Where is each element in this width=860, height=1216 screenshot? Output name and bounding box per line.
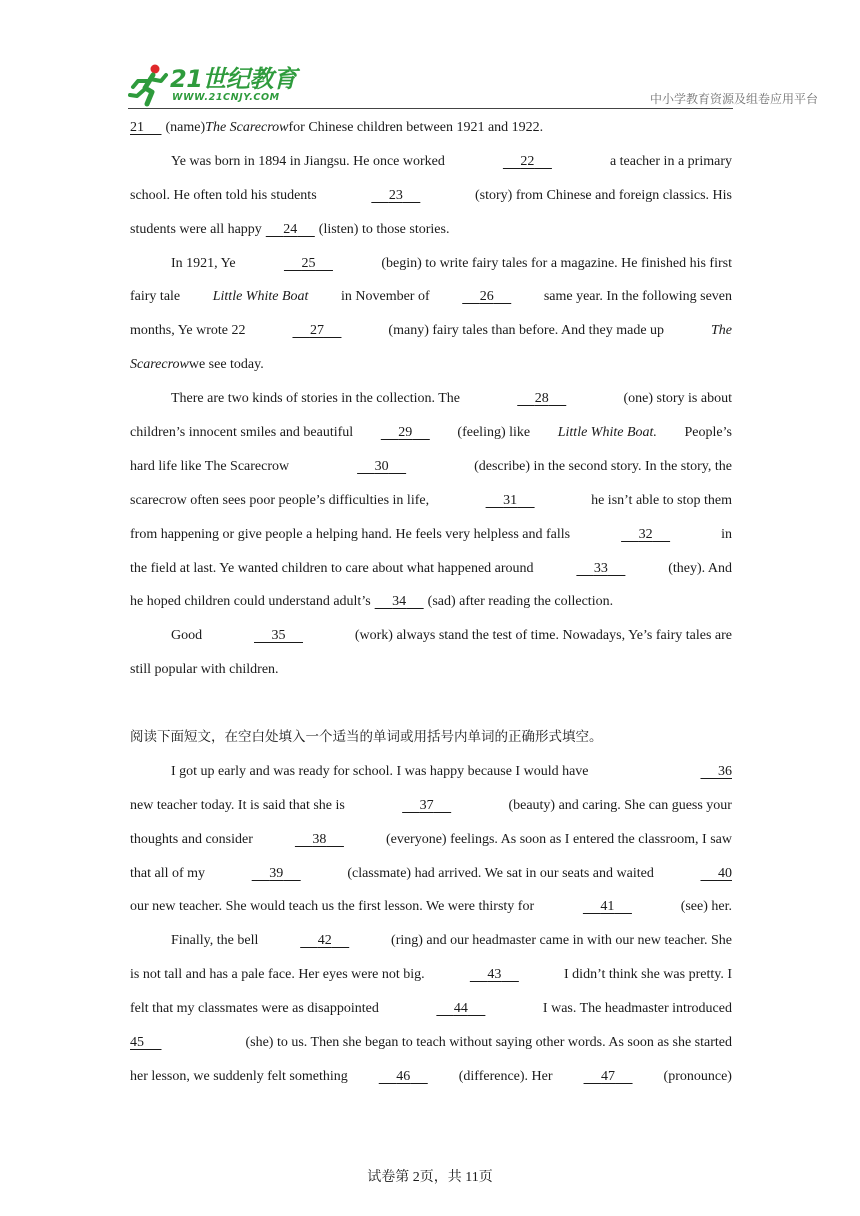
blank-25: 25 bbox=[301, 255, 316, 271]
text: he isn’t able to stop them bbox=[591, 492, 732, 508]
blank-26: 26 bbox=[479, 289, 494, 305]
text: Ye was born in 1894 in Jiangsu. He once worked bbox=[171, 153, 445, 169]
text: school. He often told his students bbox=[130, 187, 317, 203]
blank-46: 46 bbox=[396, 1068, 411, 1084]
text: (listen) to those stories. bbox=[318, 221, 450, 237]
text: (describe) in the second story. In the story, the bbox=[474, 458, 732, 474]
text-line bbox=[130, 213, 732, 247]
title-text: The bbox=[711, 323, 732, 339]
text: (work) always stand the test of time. Nowadays, Ye’s fairy tales are bbox=[354, 628, 732, 644]
text: (sad) after reading the collection. bbox=[427, 594, 614, 610]
text: for Chinese children between 1921 and 1922. bbox=[288, 120, 544, 135]
text-line bbox=[130, 823, 732, 857]
text: (difference). Her bbox=[458, 1068, 553, 1084]
header-rule bbox=[128, 108, 733, 109]
blank-44: 44 bbox=[453, 1001, 468, 1017]
text-line bbox=[130, 1026, 732, 1060]
text: her lesson, we suddenly felt something bbox=[130, 1068, 348, 1084]
page-header bbox=[0, 0, 860, 112]
blank-32: 32 bbox=[638, 526, 653, 542]
title-text: Little White Boat bbox=[212, 289, 309, 305]
text-line bbox=[130, 518, 732, 552]
blank-29: 29 bbox=[398, 425, 413, 441]
page-footer: 试卷第 2页，共 11页 bbox=[367, 1170, 493, 1185]
text-line bbox=[130, 958, 732, 992]
text: children’s innocent smiles and beautiful bbox=[130, 425, 354, 441]
instruction bbox=[130, 721, 732, 755]
text: I got up early and was ready for school. I was happy because I would have bbox=[171, 763, 589, 779]
blank-35: 35 bbox=[271, 628, 286, 644]
text: still popular with children. bbox=[130, 662, 279, 678]
blank-43: 43 bbox=[487, 967, 502, 983]
text-line bbox=[130, 348, 732, 382]
text: I didn’t think she was pretty. I bbox=[564, 967, 732, 983]
runner-icon bbox=[128, 62, 172, 108]
text-line bbox=[130, 755, 732, 789]
blank-31: 31 bbox=[503, 492, 518, 508]
text: (classmate) had arrived. We sat in our seats and waited bbox=[347, 865, 654, 881]
text-line bbox=[130, 890, 732, 924]
text: (everyone) feelings. As soon as I entered the classroom, I saw bbox=[385, 831, 732, 847]
blank-45: 45 bbox=[130, 1035, 144, 1051]
text-line bbox=[130, 111, 732, 145]
text-line bbox=[130, 484, 732, 518]
blank-37: 37 bbox=[419, 797, 434, 813]
text-line bbox=[130, 619, 732, 653]
text-line bbox=[130, 247, 732, 281]
blank-21: 21 bbox=[130, 120, 144, 135]
blank-34: 34 bbox=[392, 594, 407, 610]
blank-22: 22 bbox=[520, 153, 535, 169]
text-line bbox=[130, 450, 732, 484]
blank-36: 36 bbox=[718, 763, 732, 779]
logo-url: WWW.21CNJY.COM bbox=[172, 92, 280, 103]
text: People’s bbox=[684, 425, 732, 441]
text: (story) from Chinese and foreign classics. His bbox=[475, 187, 732, 203]
text: months, Ye wrote 22 bbox=[130, 323, 246, 339]
text: he hoped children could understand adult’s bbox=[130, 594, 371, 610]
text-line bbox=[130, 280, 732, 314]
text: from happening or give people a helping hand. He feels very helpless and falls bbox=[130, 526, 571, 542]
text-line bbox=[130, 857, 732, 891]
text-line bbox=[130, 789, 732, 823]
text-line bbox=[130, 145, 732, 179]
text: thoughts and consider bbox=[130, 831, 253, 847]
text-line bbox=[130, 416, 732, 450]
blank-33: 33 bbox=[593, 560, 608, 576]
text: (feeling) like bbox=[457, 425, 531, 441]
text: new teacher today. It is said that she is bbox=[130, 797, 345, 813]
text: hard life like The Scarecrow bbox=[130, 458, 290, 474]
text-line bbox=[130, 552, 732, 586]
text: Finally, the bell bbox=[171, 933, 259, 949]
blank-24: 24 bbox=[283, 221, 298, 237]
blank-47: 47 bbox=[601, 1068, 616, 1084]
text: fairy tale bbox=[130, 289, 181, 305]
blank-27: 27 bbox=[309, 323, 324, 339]
text: (begin) to write fairy tales for a magazine. He finished his first bbox=[381, 255, 732, 271]
text-line bbox=[130, 1060, 732, 1094]
text: scarecrow often sees poor people’s difficulties in life, bbox=[130, 492, 430, 508]
text: in bbox=[721, 526, 732, 542]
text: (name) bbox=[165, 120, 206, 135]
text: (she) to us. Then she began to teach without saying other words. As soon as she started bbox=[245, 1035, 732, 1051]
blank-41: 41 bbox=[600, 899, 615, 915]
text-line bbox=[130, 585, 732, 619]
platform-name: 中小学教育资源及组卷应用平台 bbox=[649, 92, 818, 106]
text-line bbox=[130, 653, 732, 687]
text-line bbox=[130, 924, 732, 958]
text: (they). And bbox=[668, 560, 732, 576]
text: students were all happy bbox=[130, 221, 262, 237]
text: (see) her. bbox=[680, 899, 732, 915]
logo-text: 21世纪教育 bbox=[170, 65, 297, 93]
text: felt that my classmates were as disappointed bbox=[130, 1001, 379, 1017]
section-gap bbox=[130, 687, 732, 721]
text: same year. In the following seven bbox=[543, 289, 732, 305]
text: a teacher in a primary bbox=[609, 153, 732, 169]
text: that all of my bbox=[130, 865, 206, 881]
title-text: Little White Boat. bbox=[557, 425, 657, 441]
title-text: Scarecrow bbox=[130, 357, 189, 373]
text: Good bbox=[171, 628, 203, 644]
text: we see today. bbox=[188, 357, 264, 373]
blank-28: 28 bbox=[534, 391, 549, 407]
instruction-text: 阅读下面短文，在空白处填入一个适当的单词或用括号内单词的正确形式填空。 bbox=[130, 729, 603, 746]
text: There are two kinds of stories in the collection. The bbox=[171, 391, 460, 407]
text: (many) fairy tales than before. And they made up bbox=[388, 323, 665, 339]
text: our new teacher. She would teach us the first lesson. We were thirsty for bbox=[130, 899, 535, 915]
text-line bbox=[130, 179, 732, 213]
text: the field at last. Ye wanted children to care about what happened around bbox=[130, 560, 534, 576]
blank-39: 39 bbox=[269, 865, 284, 881]
text: is not tall and has a pale face. Her eyes were not big. bbox=[130, 967, 425, 983]
text: in November of bbox=[340, 289, 430, 305]
blank-23: 23 bbox=[388, 187, 403, 203]
text-line bbox=[130, 314, 732, 348]
exam-content bbox=[130, 111, 732, 1094]
text-line bbox=[130, 992, 732, 1026]
logo bbox=[128, 62, 297, 108]
blank-42: 42 bbox=[317, 933, 332, 949]
blank-40: 40 bbox=[717, 865, 732, 881]
text: (pronounce) bbox=[663, 1068, 732, 1084]
text: I was. The headmaster introduced bbox=[542, 1001, 732, 1017]
text: (ring) and our headmaster came in with our new teacher. She bbox=[391, 933, 732, 949]
blank-38: 38 bbox=[312, 831, 327, 847]
title-text: The Scarecrow bbox=[205, 120, 289, 135]
text-line bbox=[130, 382, 732, 416]
text: (one) story is about bbox=[623, 391, 732, 407]
blank-30: 30 bbox=[374, 458, 389, 474]
text: In 1921, Ye bbox=[171, 255, 236, 271]
text: (beauty) and caring. She can guess your bbox=[508, 797, 732, 813]
